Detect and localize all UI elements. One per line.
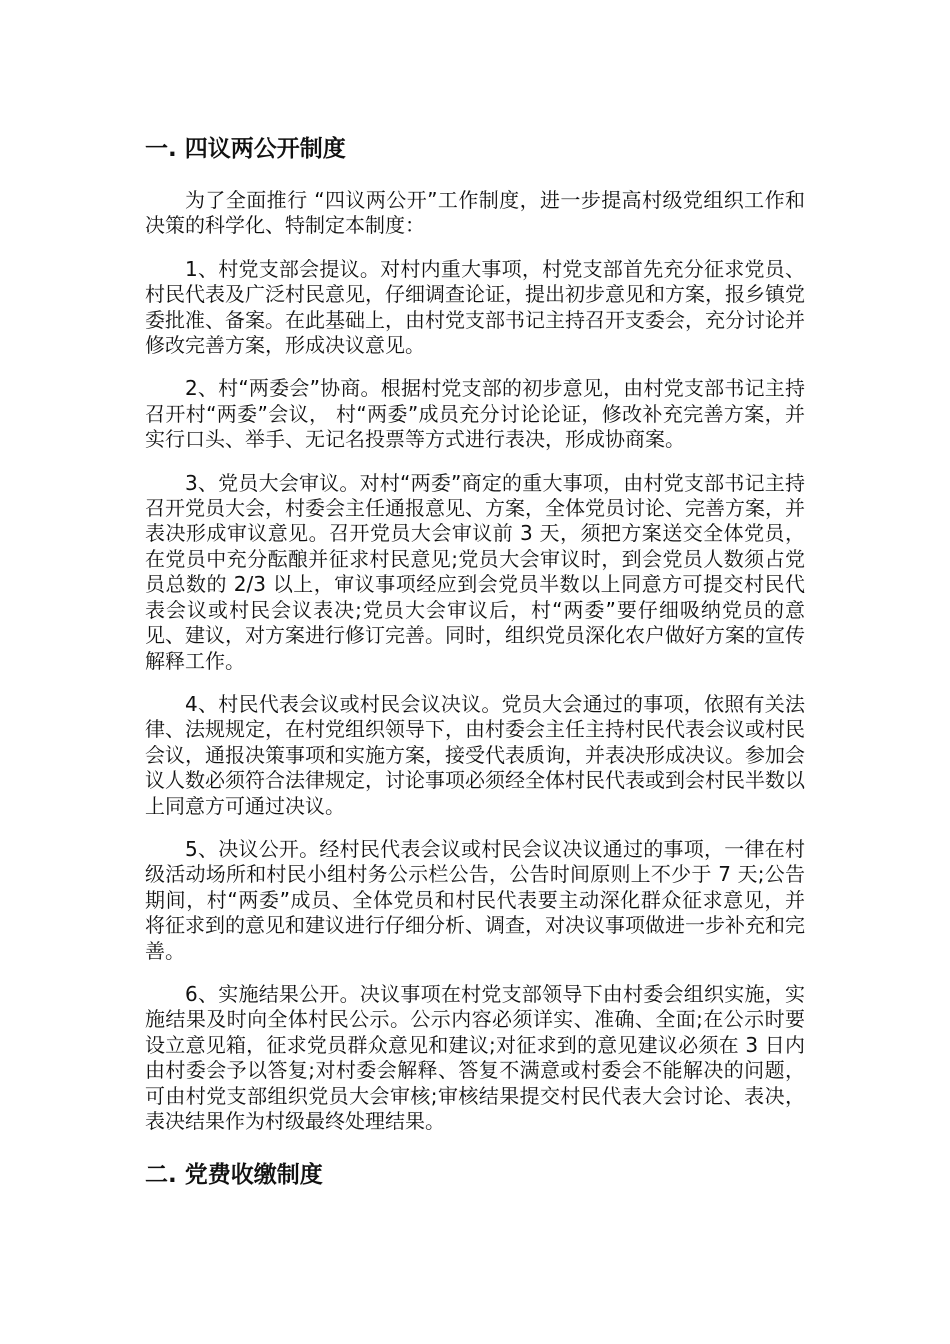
list-item-paragraph: 4、村民代表会议或村民会议决议。党员大会通过的事项，依照有关法律、法规规定，在村党组织领导下，由村委会主任主持村民代表会议或村民会议，通报决策事项和实施方案，接受代表质询，并表决形成决议。参加会议人数必须符合法律规定，讨论事项必须经全体村民代表或到会村民半数以上同意方可通过决议。 xyxy=(145,691,805,818)
list-item-paragraph: 5、决议公开。经村民代表会议或村民会议决议通过的事项，一律在村级活动场所和村民小组村务公示栏公告，公告时间原则上不少于 7 天;公告期间，村“两委”成员、全体党员和村民代表要主动深化群众征求意见，并将征求到的意见和建议进行仔细分析、调查，对决议事项做进一步补充和完善。 xyxy=(145,836,805,963)
section-heading-party-dues: 二. 党费收缴制度 xyxy=(145,1162,323,1189)
section-heading-four-discussions: 一. 四议两公开制度 xyxy=(145,136,346,162)
list-item-paragraph: 3、党员大会审议。对村“两委”商定的重大事项，由村党支部书记主持召开党员大会，村委会主任通报意见、方案，全体党员讨论、完善方案，并表决形成审议意见。召开党员大会审议前 3 天，须把方案送交全体党员，在党员中充分酝酿并征求村民意见;党员大会审议时，到会党员人数须占党员总数的 2/3 以上，审议事项经应到会党员半数以上同意方可提交村民代表会议或村民会议表决;党员大会审议后，村“两委”要仔细吸纳党员的意见、建议，对方案进行修订完善。同时，组织党员深化农户做好方案的宣传解释工作。 xyxy=(145,470,805,673)
list-item-paragraph: 1、村党支部会提议。对村内重大事项，村党支部首先充分征求党员、村民代表及广泛村民意见，仔细调查论证，提出初步意见和方案，报乡镇党委批准、备案。在此基础上，由村党支部书记主持召开支委会，充分讨论并修改完善方案，形成决议意见。 xyxy=(145,256,805,358)
list-item-paragraph: 2、村“两委会”协商。根据村党支部的初步意见，由村党支部书记主持召开村“两委”会议， 村“两委”成员充分讨论论证，修改补充完善方案，并实行口头、举手、无记名投票等方式进行表决，形成协商案。 xyxy=(145,376,805,452)
intro-paragraph: 为了全面推行 “四议两公开”工作制度，进一步提高村级党组织工作和决策的科学化、特制定本制度： xyxy=(145,188,805,238)
list-item-paragraph: 6、实施结果公开。决议事项在村党支部领导下由村委会组织实施，实施结果及时向全体村民公示。公示内容必须详实、准确、全面;在公示时要设立意见箱，征求党员群众意见和建议;对征求到的意见建议必须在 3 日内由村委会予以答复;对村委会解释、答复不满意或村委会不能解决的问题，可由村党支部组织党员大会审核;审核结果提交村民代表大会讨论、表决，表决结果作为村级最终处理结果。 xyxy=(145,981,805,1133)
document-page xyxy=(145,132,805,1192)
